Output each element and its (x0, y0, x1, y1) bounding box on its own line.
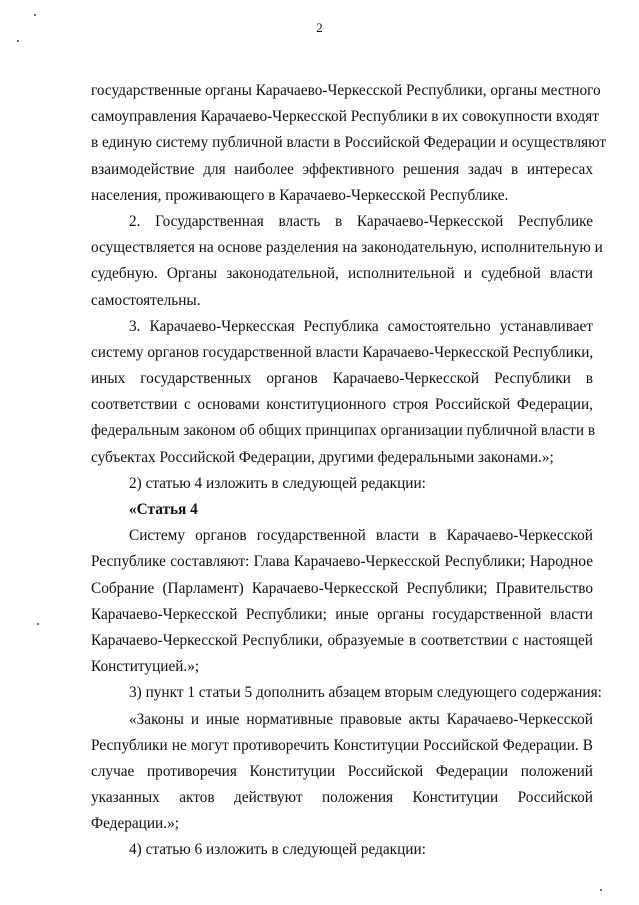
paragraph-first-line: Систему органов государственной власти в Карачаево-Черкесской (129, 527, 593, 545)
text-line: самоуправления Карачаево-Черкесской Республики в их совокупности входят (91, 108, 599, 126)
text-line: осуществляется на основе разделения на законодательную, исполнительную и (91, 239, 603, 257)
text-line: субъектах Российской Федерации, другими федеральными законами.»; (91, 448, 554, 466)
text-line: указанных актов действуют положения Конституции Российской (91, 789, 593, 807)
article-heading: «Статья 4 (129, 501, 198, 518)
text-line: Республики не могут противоречить Конституции Российской Федерации. В (91, 736, 593, 754)
text-line: взаимодействие для наиболее эффективного решения задач в интересах (91, 160, 593, 178)
text-line: самостоятельны. (91, 291, 201, 309)
text-line: Республике составляют: Глава Карачаево-Черкесской Республики; Народное (91, 553, 593, 571)
document-body (91, 78, 607, 864)
text-line: иных государственных органов Карачаево-Черкесской Республики в (91, 370, 593, 388)
text-line: систему органов государственной власти Карачаево-Черкесской Республики, (91, 343, 594, 361)
paragraph-first-line: 4) статью 6 изложить в следующей редакции: (129, 841, 426, 859)
paragraph-first-line: 3. Карачаево-Черкесская Республика самостоятельно устанавливает (129, 317, 593, 335)
text-line: федеральным законом об общих принципах организации публичной власти в (91, 422, 596, 440)
scan-speck (17, 40, 19, 42)
text-line: Федерации.»; (91, 815, 179, 833)
text-line: Карачаево-Черкесской Республики; иные органы государственной власти (91, 605, 593, 623)
text-line: Конституцией.»; (91, 658, 200, 676)
paragraph-first-line: 2) статью 4 изложить в следующей редакции: (129, 474, 426, 492)
text-line: судебную. Органы законодательной, исполнительной и судебной власти (91, 265, 593, 283)
scan-speck (600, 889, 602, 891)
paragraph-first-line: 3) пункт 1 статьи 5 дополнить абзацем вторым следующего содержания: (129, 684, 602, 702)
paragraph-first-line: 2. Государственная власть в Карачаево-Черкесской Республике (129, 212, 593, 230)
text-line: Карачаево-Черкесской Республики, образуемые в соответствии с настоящей (91, 631, 593, 649)
scan-speck (34, 14, 36, 16)
text-line: случае противоречия Конституции Российской Федерации положений (91, 762, 593, 780)
text-line: соответствии с основами конституционного строя Российской Федерации, (91, 396, 593, 414)
text-line: Собрание (Парламент) Карачаево-Черкесской Республики; Правительство (91, 579, 593, 597)
text-line: государственные органы Карачаево-Черкесской Республики, органы местного (91, 82, 601, 99)
page-number: 2 (316, 20, 323, 35)
text-line: населения, проживающего в Карачаево-Черкесской Республике. (91, 186, 509, 204)
text-line: в единую систему публичной власти в Российской Федерации и осуществляют (91, 134, 607, 152)
scan-speck (37, 623, 39, 625)
paragraph-first-line: «Законы и иные нормативные правовые акты Карачаево-Черкесской (129, 710, 593, 728)
